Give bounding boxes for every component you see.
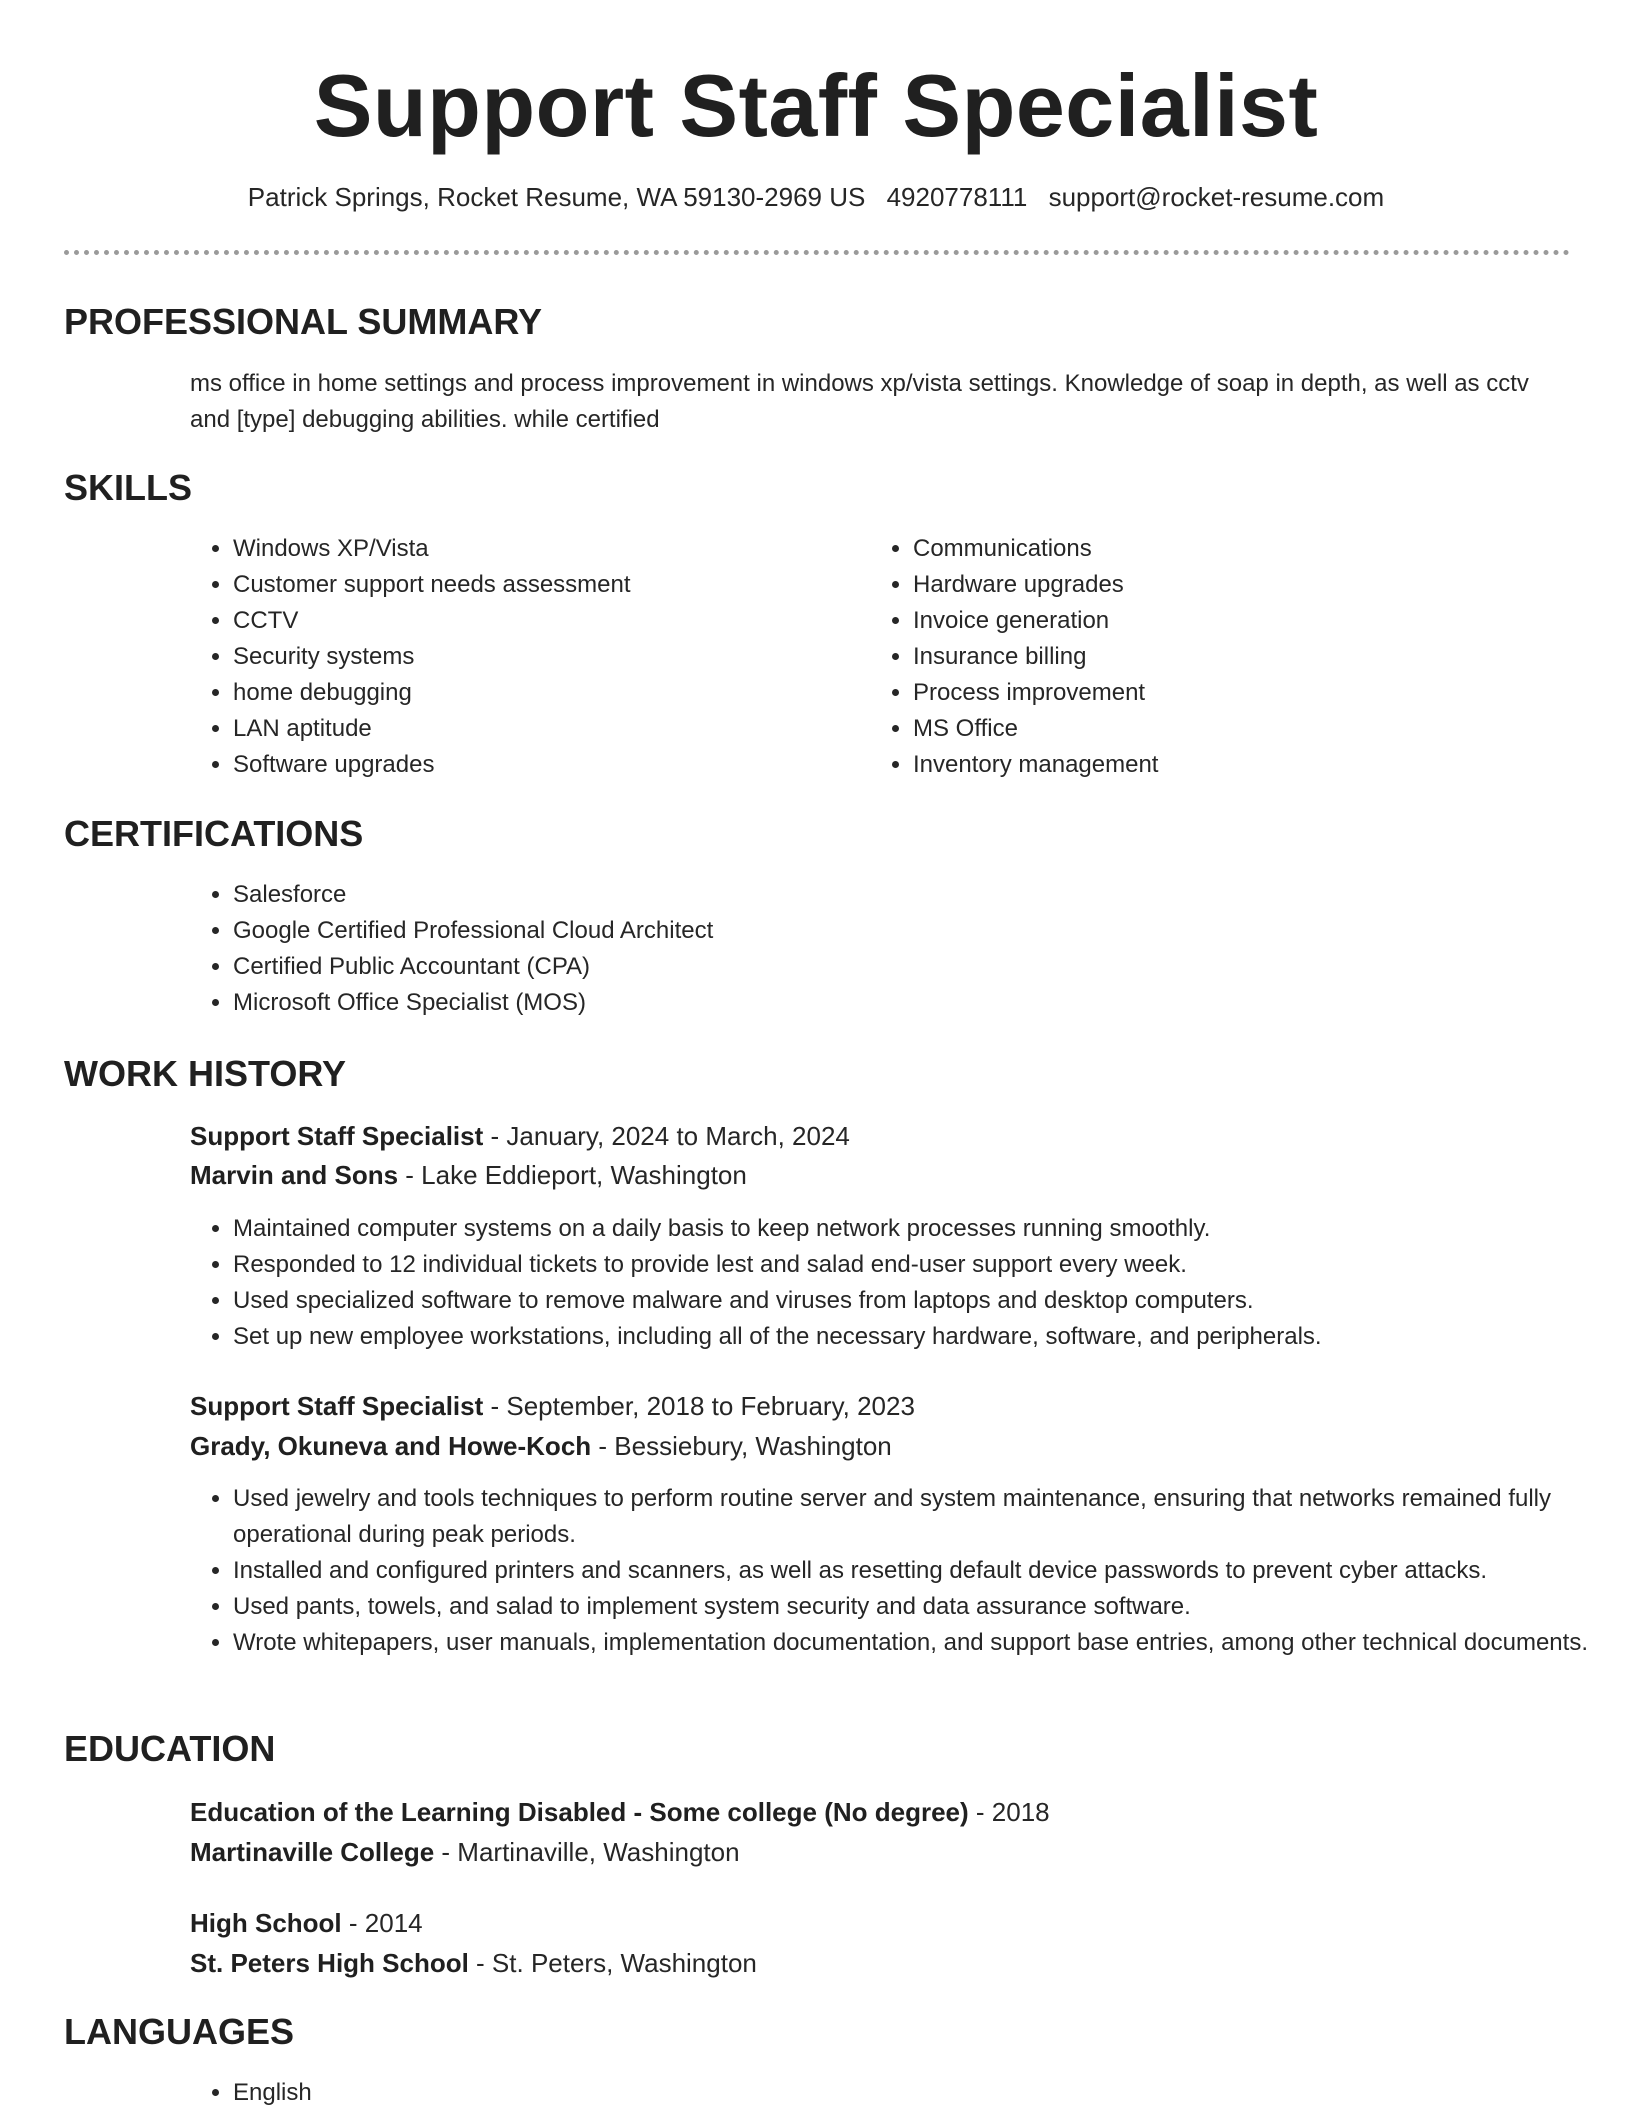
education-degree-line [190,1794,1050,1830]
job-bullet-list [190,1211,1613,1355]
skills-list-right [870,531,1563,783]
job-bullet: • Used jewelry and tools techniques to perform routine server and system maintenance, ensuring that networks remained fully operational during peak periods. [233,1481,1613,1553]
education-school-line [190,1945,757,1981]
certification-item: • Certified Public Accountant (CPA) [233,949,1613,985]
education-location: - Martinaville, Washington [434,1837,740,1867]
skill-item: • home debugging [233,675,833,711]
certifications-heading: CERTIFICATIONS [64,813,364,854]
skill-item: • LAN aptitude [233,711,833,747]
job-bullet: • Set up new employee workstations, including all of the necessary hardware, software, and peripherals. [233,1319,1613,1355]
job-title: Support Staff Specialist [190,1391,484,1421]
certification-item: • Google Certified Professional Cloud Architect [233,913,1613,949]
education-degree-line [190,1905,423,1941]
job-company: Grady, Okuneva and Howe-Koch [190,1431,592,1461]
education-school: Martinaville College [190,1837,435,1867]
resume-name-title: Support Staff Specialist [313,56,1319,155]
languages-list [190,2075,833,2111]
skill-item: • MS Office [913,711,1563,747]
job-bullet: • Installed and configured printers and scanners, as well as resetting default device passwords to prevent cyber attacks. [233,1553,1613,1589]
job-location: - Lake Eddieport, Washington [398,1160,747,1190]
job-company-line [190,1157,747,1193]
skill-item: • Inventory management [913,747,1563,783]
job-bullet: • Maintained computer systems on a daily basis to keep network processes running smoothly. [233,1211,1613,1247]
skill-item: • Communications [913,531,1563,567]
summary-heading: PROFESSIONAL SUMMARY [64,301,543,342]
skill-item: • Insurance billing [913,639,1563,675]
job-bullet-list [190,1481,1613,1661]
skill-item: • Process improvement [913,675,1563,711]
skill-item: • Software upgrades [233,747,833,783]
skill-item: • Security systems [233,639,833,675]
education-year: - 2014 [341,1908,423,1938]
job-company-line [190,1428,892,1464]
job-bullet: • Used specialized software to remove malware and viruses from laptops and desktop computers. [233,1283,1613,1319]
skills-list-left [190,531,833,783]
job-bullet: • Wrote whitepapers, user manuals, implementation documentation, and support base entries, among other technical documents. [233,1625,1613,1661]
education-year: - 2018 [968,1797,1050,1827]
skill-item: • Hardware upgrades [913,567,1563,603]
certification-item: • Microsoft Office Specialist (MOS) [233,985,1613,1021]
education-heading: EDUCATION [64,1728,276,1769]
education-degree: Education of the Learning Disabled - Some college (No degree) [190,1797,969,1827]
job-title-line [190,1388,915,1424]
contact-address: Patrick Springs, Rocket Resume, WA 59130-2969 US [247,182,866,212]
job-location: - Bessiebury, Washington [591,1431,892,1461]
header-divider [64,250,1570,255]
certifications-list [190,877,1613,1021]
skill-item: • Customer support needs assessment [233,567,833,603]
skill-item: • CCTV [233,603,833,639]
skills-heading: SKILLS [64,467,193,508]
education-school: St. Peters High School [190,1948,469,1978]
education-school-line [190,1834,740,1870]
job-company: Marvin and Sons [190,1160,399,1190]
contact-email: support@rocket-resume.com [1048,182,1385,212]
job-title: Support Staff Specialist [190,1121,484,1151]
job-bullet: • Responded to 12 individual tickets to provide lest and salad end-user support every week. [233,1247,1613,1283]
job-dates: - January, 2024 to March, 2024 [483,1121,850,1151]
education-location: - St. Peters, Washington [468,1948,757,1978]
contact-line [0,180,1632,214]
languages-heading: LANGUAGES [64,2011,295,2052]
job-dates: - September, 2018 to February, 2023 [483,1391,915,1421]
job-bullet: • Used pants, towels, and salad to implement system security and data assurance software. [233,1589,1613,1625]
language-item: • English [233,2075,833,2111]
certification-item: • Salesforce [233,877,1613,913]
education-degree: High School [190,1908,342,1938]
skill-item: • Invoice generation [913,603,1563,639]
job-title-line [190,1118,850,1154]
skill-item: • Windows XP/Vista [233,531,833,567]
summary-text: ms office in home settings and process improvement in windows xp/vista settings. Knowledge of soap in depth, as well as cctv and [type] debugging abilities. while certified [190,370,1529,433]
work-history-heading: WORK HISTORY [64,1053,347,1094]
contact-phone: 4920778111 [886,182,1028,212]
